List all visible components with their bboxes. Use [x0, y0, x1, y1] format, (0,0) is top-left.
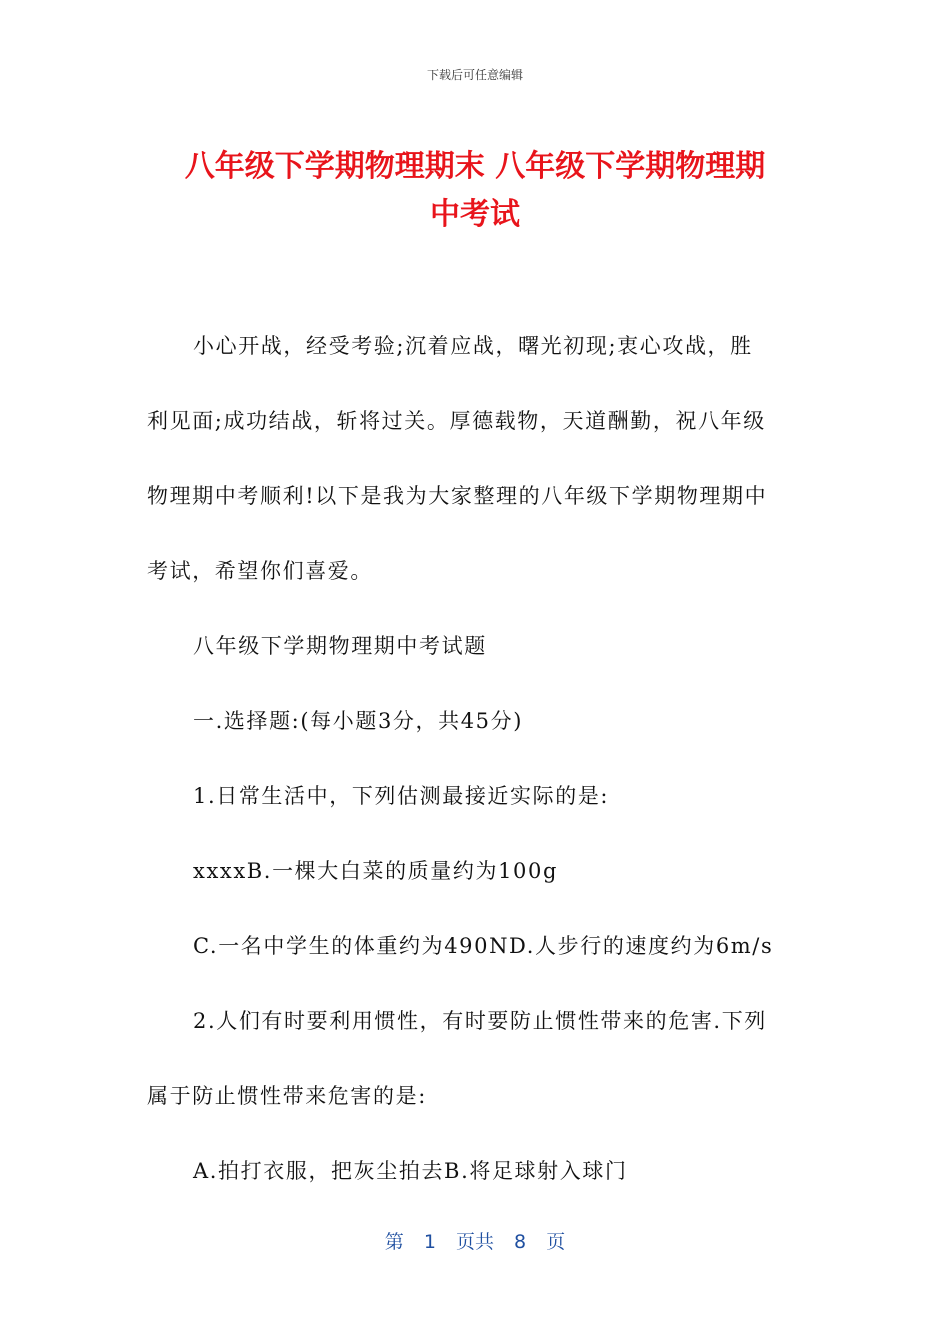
part-heading: 一.选择题:(每小题3分，共45分): [193, 709, 524, 733]
intro-line-4: 考试，希望你们喜爱。: [147, 559, 373, 583]
intro-line-2: 利见面;成功结战，斩将过关。厚德载物，天道酬勤，祝八年级: [147, 409, 766, 433]
intro-line-3: 物理期中考顺利!以下是我为大家整理的八年级下学期物理期中: [147, 484, 768, 508]
question-2-options-ab: A.拍打衣服，把灰尘拍去B.将足球射入球门: [193, 1159, 628, 1183]
question-1-options-cd: C.一名中学生的体重约为490ND.人步行的速度约为6m/s: [193, 934, 774, 958]
document-title-line1: 八年级下学期物理期末 八年级下学期物理期: [184, 149, 766, 184]
page-label-suffix: 页: [546, 1231, 566, 1253]
page-total-number: 8: [514, 1231, 527, 1253]
header-note: 下载后可任意编辑: [426, 68, 523, 82]
intro-line-1: 小心开战，经受考验;沉着应战，曙光初现;衷心攻战，胜: [193, 334, 753, 358]
page-footer: [0, 1227, 950, 1254]
document-title-line2: 中考试: [430, 197, 520, 232]
question-2-stem-line1: 2.人们有时要利用惯性，有时要防止惯性带来的危害.下列: [193, 1009, 767, 1033]
page-label-prefix: 第: [384, 1231, 404, 1253]
page-label-mid: 页共: [455, 1231, 494, 1253]
question-1-options-ab: xxxxB.一棵大白菜的质量约为100g: [193, 859, 559, 883]
question-1-stem: 1.日常生活中，下列估测最接近实际的是:: [193, 784, 610, 808]
document-title: [145, 143, 805, 239]
page-current-number: 1: [423, 1231, 436, 1253]
question-2-stem-line2: 属于防止惯性带来危害的是:: [147, 1084, 427, 1108]
section-title: 八年级下学期物理期中考试题: [193, 634, 487, 658]
